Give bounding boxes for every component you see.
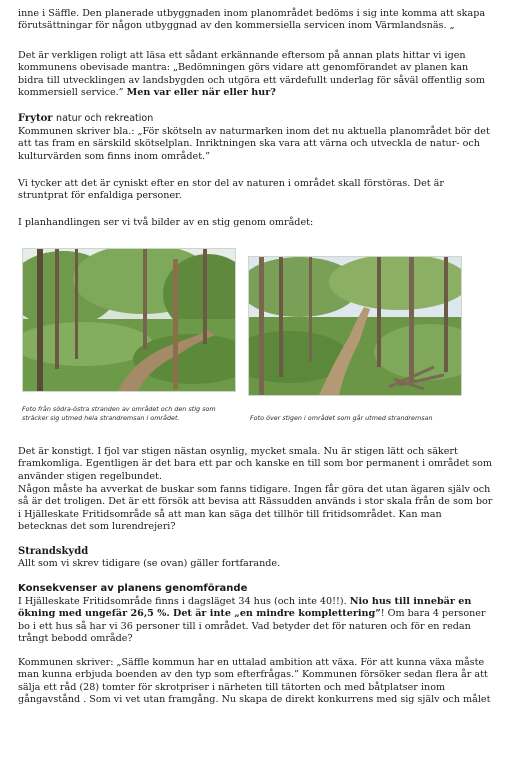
heading-strandskydd: Strandskydd	[18, 546, 89, 557]
paragraph-frityor-quote: Kommunen skriver bla.: „För skötseln av naturmarken inom det nu aktuella planområdet bör det att tas fram en särskild skötselplan. Inriktningen ska vara att värna och utveckla de natur- och kulturvärden som finns inom området.”	[18, 126, 490, 162]
konsekvenser-bold: Nio hus till innebär en ökning med ungefär 26,5 %. Det är inte „en mindre komplettering”	[18, 596, 472, 620]
mantra-question: Men var eller när eller hur?	[126, 87, 276, 99]
heading-frityor-main: Frytor	[18, 113, 53, 124]
paragraph-last: Kommunen skriver: „Säffle kommun har en uttalad ambition att växa. För att kunna växa måste man kunna erbjuda boenden av den typ som efterfrågas.” Kommunen försöker sedan flera år att sälja ett råd (28) tomter för skrotpriser i närheten till tätorten och med båtplatser inom gångavstånd . Som vi vet utan framgång. Nu skapa de direkt konkurrens med sig själv och målet	[18, 657, 491, 706]
paragraph-bilder: I planhandlingen ser vi två bilder av en stig genom området:	[18, 217, 314, 228]
konsekvenser-text-1: I Hjälleskate Fritidsområde finns i dagsläget 34 hus (och inte 40!!).	[18, 596, 347, 607]
forest-path-photo-right	[248, 256, 462, 396]
konsekvenser-text-2: ! Om bara 4 personer bo i ett hus så har vi 36 personer till i området. Vad betyder det för naturen och för en redan trångt bebodd område?	[18, 608, 486, 645]
paragraph-cyniskt: Vi tycker att det är cyniskt efter en stor del av naturen i området skall förstöras. Det är struntprat för enfaldiga personer.	[18, 178, 444, 202]
heading-konsekvenser: Konsekvenser av planens genomförande	[18, 583, 248, 594]
caption-right-photo: Foto över stigen i området som går utmed strandremsan	[250, 414, 433, 422]
paragraph-intro: inne i Säffle. Den planerade utbyggnaden inom planområdet bedöms i sig inte komma att skapa förutsättningar för någon utbyggnad av den kommersiella servicen inom Värmlandsnäs. „	[18, 8, 486, 32]
forest-path-photo-left	[22, 248, 236, 392]
paragraph-avverkat: Någon måste ha avverkat de buskar som fanns tidigare. Ingen får göra det utan ägaren själv och så är det troligen. Det är ett försök att bevisa att Rässudden används i stor skala från de som bor i Hjälleskate Fritidsområde så att man kan säga det tillhör till fritidsområdet. Kan man betecknas det som lurendrejeri?	[18, 484, 493, 533]
paragraph-konstigt: Det är konstigt. I fjol var stigen nästan osynlig, mycket smala. Nu är stigen lätt och säkert framkomliga. Egentligen är det bara ett par och kanske en till som bor permanent i området som använder stigen regelbundet.	[18, 446, 492, 482]
paragraph-konsekvenser	[18, 596, 494, 646]
paragraph-strandskydd: Allt som vi skrev tidigare (se ovan) gäller fortfarande.	[18, 558, 281, 569]
caption-left-photo: Foto från södra-östra stranden av området och den stig som sträcker sig utmed hela strandremsan i området.	[22, 405, 216, 422]
heading-frityor	[18, 113, 153, 125]
paragraph-mantra	[18, 50, 494, 100]
heading-frityor-sub: natur och rekreation	[56, 113, 154, 124]
mantra-text: Det är verkligen roligt att läsa ett sådant erkännande eftersom på annan plats hittar vi igen kommunens obevisade mantra: „Bedömningen görs vidare att genomförandet av planen kan bidra till utvecklingen av landsbygden och utgöra ett värdefullt underlag för såväl offentlig som kommersiell service.”	[18, 50, 485, 99]
